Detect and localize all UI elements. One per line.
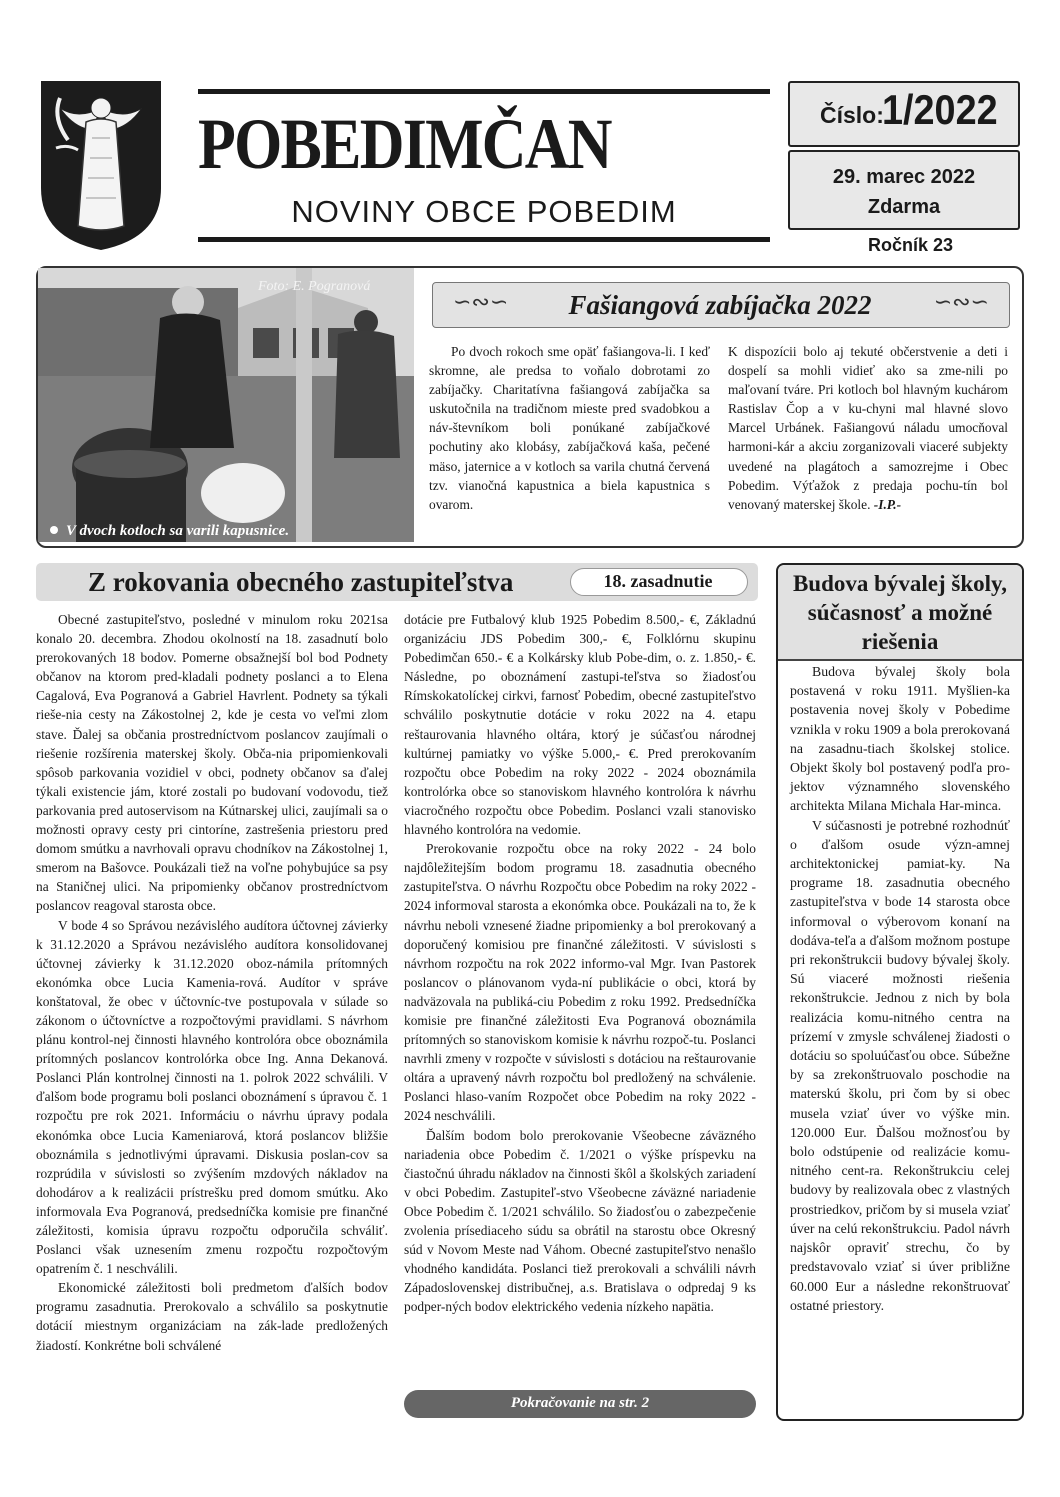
left-ornament-icon: ∽∾∽: [453, 289, 509, 314]
fasiangova-paragraph: Po dvoch rokoch sme opäť fašiangova-li. I keď skromne, ale predsa to voňalo dobrotami zo zabíjačky. Charitatívna fašiangová zabíjačka sa uskutočnila na tradičnom mieste pred svadobkou a náv-števníkom boli ponúkané zabíjačkové pochutiny ako klobásy, zabíjačková kaša, pečené mäso, jaternice a v kotloch sa varila chutná červená tzv. vianočná kapustnica a biela kapustnica s ovarom.: [429, 344, 710, 512]
zastupitelstvo-column-1: [36, 610, 388, 1355]
zastupitelstvo-title: Z rokovania obecného zastupiteľstva: [88, 567, 514, 597]
issue-number: 1/2022: [882, 86, 998, 133]
issue-date: 29. marec 2022: [832, 166, 976, 188]
issue-price: Zdarma: [867, 196, 941, 218]
article-paragraph: dotácie pre Futbalový klub 1925 Pobedim 8.500,- €, Základnú organizáciu JDS Pobedim 300,- €, Folklórnu skupinu Pobedimčan 650.- € a Kolkársky klub Pobe-dim, o. z. 1.850,- €. Následne, po oboznámení zastupi-teľstva so žiadosťou Rímskokatolíckej cirkvi, farnosť Pobedim, obecné zastupiteľstvo schválilo poskytnutie dotácie v roku 2022 na 4. etapu reštaurovania hlavného oltára, ktorý je súčasťou národnej kultúrnej pamiatky vo výške 5.000,- €. Pred prerokovaním rozpočtu obce Pobedim na roky 2022 - 2024 oboznámila kontrolórka obce so stanoviskom hlavného kontrolóra k návrhu viacročného rozpočtu obce Pobedim. Poslanci vzali stanovisko hlavného kontrolóra na vedomie.: [404, 612, 756, 838]
budova-paragraph: V súčasnosti je potrebné rozhodnúť o ďalšom osude význ-amnej architektonickej pamiat-ky. Na programe 18. zasadnutia obecného zastupiteľstva v bode 14 starosta obce informoval o výberovom konaní na dodáva-teľa a ďalšom možnom postupe pri rekonštrukcii budovy bývalej školy. Sú viaceré možnosti riešenia rekonštrukcie. Jednou z nich by bola realizácia komu-nitného centra na prízemí v zmysle schválenej žiadosti o dotáciu so spoluúčasťou obce. Súbežne by sa zrekonštruovalo poschodie na materskú školu, pri čom by si obec musela vziať úver vo výške min. 120.000 Eur. Ďalšou možnosťou by bolo odstúpenie od realizácie komu-nitného cent-ra. Rekonštrukciu celej budovy by realizovala obec z vlastných prostriedkov, pričom by si musela vziať úver na celú rekonštrukciu. Padol návrh najskôr opraviť strechu, čo by predstavovalo vziať si úver približne 60.000 Eur a následne rekonštruovať ostatné priestory.: [790, 817, 1010, 1313]
fasiangova-paragraph: K dispozícii bolo aj tekuté občerstvenie a deti i dospelí sa mohli vidieť ako sa zme-nili po maľovaní tváre. Pri kotloch bol hlavným kuchárom Rastislav Čop a v ku-chyni mal hlavné slovo Marcel Urbánek. Fašiangovú náladu umocňoval harmoni-kár a akciu zorganizovali viaceré subjekty uvedené na plagátoch a samozrejme i Obec Pobedim. Výťažok z predaja pochu-tín bol venovaný materskej škole. -I.P.-: [728, 344, 1008, 512]
article-paragraph: Ďalším bodom bolo prerokovanie Všeobecne záväzného nariadenia obce Pobedim č. 1/2021 o výške príspevku na čiastočnú úhradu nákladov na činnosti škôl a školských zariadení v obci Pobedim. Zastupiteľ-stvo Všeobecne záväzné nariadenie Obce Pobedim č. 1/2021 schválilo. So žiadosťou o zabezpečenie zvolenia prísediaceho súdu sa obrátil na starostu obce Okresný súd v Novom Meste nad Váhom. Obecné zastupiteľstvo nenašlo vhodného kandidáta. Poslanci tiež prerokovali a schválili návrh Západoslovenskej distribučnej, a.s. Bratislava o odpredaj 9 ks podper-ných bodov elektrického vedenia nízkeho napätia.: [404, 1127, 756, 1315]
photo-credit: Foto: E. Pogranová: [258, 279, 371, 294]
masthead-bottom-rule: [198, 237, 770, 242]
fasiangova-column-2: [728, 342, 1008, 514]
article-paragraph: V bode 4 so Správou nezávislého audítora účtovnej závierky k 31.12.2020 a Správou nezávislého audítora konsolidovanej účtovnej závierky k 31.12.2020 oboz-námila prítomných ekonómka obce Lucia Kamenia-rová. Audítor v správe konštatoval, že obec v účtovníc-tve postupovala v súlade so zákonom o účtovníctve a rozpočtovými pravidlami. S návrhom plánu kontrol-nej činnosti hlavného kontrolóra obce oboznámila prítomných poslancov kontrolórka obce Ing. Anna Dekanová. Poslanci Plán kontrolnej činnosti na 1. polrok 2022 schválili. V ďalšom bode programu boli poslanci oboznámení s úpravou č. 1 rozpočtu pre rok 2021. Informáciu o návrhu úpravy podala ekonómka obce Lucia Kameniarová, ktorá poslancov bližšie oboznámila s jednotlivými úpravami. Diskusia poslan-cov sa rozprúdila v súvislosti so zvýšením mzdových nákladov na dohodárov a k realizácii prístrešku pred domom smútku. Ako informovala Eva Pogranová, predsedníčka komisie pre finančné záležitosti, komisia úpravu rozpočtu odporučila schváliť. Poslanci však uznesením zmenu rozpočtu rozpočtovým opatrením č. 1 neschválili.: [36, 917, 388, 1277]
municipal-crest-logo: [38, 78, 164, 252]
feature-photo: [38, 268, 414, 542]
issue-label: Číslo:: [820, 102, 884, 128]
continued-link[interactable]: Pokračovanie na str. 2: [510, 1395, 650, 1411]
masthead-top-rule: [198, 89, 770, 94]
budova-title: Budova bývalej školy, súčasnosť a možné riešenia: [792, 571, 1008, 654]
issue-volume: Ročník 23: [868, 235, 954, 255]
session-badge-label: 18. zasadnutie: [603, 571, 713, 591]
photo-caption: V dvoch kotloch sa varili kapusnice.: [66, 523, 290, 539]
article-paragraph: Obecné zastupiteľstvo, posledné v minulom roku 2021sa konalo 20. decembra. Zhodou okolností na 18. zasadnutí bolo prerokovaných 18 bodov. Pomerne obsažnejší bol bod Podnety občanov na ktorom pred-kladali podnety poslanci a to Elena Cagalová, Eva Pogranová a Gabriel Havrlent. Podnety sa týkali rieše-nia cesty na Zákostolnej 2, kde je cesta vo veľmi zlom stave. Ďalej sa občania prostredníctvom poslancov zaujímali o riešenie rozšírenia materskej školy. Obča-nia pripomienkovali spôsob parkovania vozidiel v obci, podnety občanov sa ďalej týkali existencie jám, ktoré zostali po budovaní vodovodu, tiež parkovania pred autoservisom na Kútnarskej ulici, zaujímali sa o možnosti opravy cesty pri cintoríne, zastrešenia priestoru pred domom smútku a navrhovali opravu chodníkov na Zákostolnej 1, smerom na Bašovce. Poukázali tiež na voľne pohybujúce sa psy na Staničnej ulici. Na pripomienky občanov prostredníctvom poslancov reagoval starosta obce.: [36, 612, 388, 914]
newspaper-title: POBEDIMČAN: [198, 104, 611, 184]
newspaper-subtitle: NOVINY OBCE POBEDIM: [291, 194, 677, 229]
right-ornament-icon: ∽∾∽: [933, 289, 989, 314]
zastupitelstvo-column-2: [404, 610, 756, 1316]
article-paragraph: Ekonomické záležitosti boli predmetom ďalších bodov programu zasadnutia. Prerokovalo a schválilo sa poskytnutie dotácií miestnym organizáciam na zák-lade predložených žiadostí. Konkrétne boli schválené: [36, 1280, 388, 1353]
budova-body: [790, 662, 1010, 1315]
article-paragraph: Prerokovanie rozpočtu obce na roky 2022 - 24 bolo najdôležitejším bodom programu 18. zasadnutia obecného zastupiteľstva. O návrhu Rozpočtu obce Pobedim na roky 2022 - 2024 informoval starosta a ekonómka obce. Poukázali na to, že k návrhu neboli vznesené žiadne pripomienky a bol prerokovaný a doporučený komisiou pre finančné záležitosti. V súvislosti s návrhom rozpočtu na rok 2022 informo-val Mgr. Ivan Pastorek poslancov o plánovanom vyda-ní publikácie o obci, ktorá by nadväzovala na publiká-ciu Pobedim z roku 1992. Predsedníčka komisie pre finančné záležitosti Eva Pogranová oboznámila prítomných so stanoviskom komisie k návrhu rozpoč-tu. Poslanci navrhli zmeny v rozpočte v súvislosti s dotáciou na reštaurovanie oltára a upravený návrh rozpočtu bol predložený na schválenie. Poslanci hlaso-vaním Rozpočet obce Pobedim na roky 2022 - 2024 neschválili.: [404, 841, 756, 1124]
article-signature: -I.P.-: [873, 496, 902, 512]
fasiangova-title: Fašiangová zabíjačka 2022: [568, 290, 872, 320]
fasiangova-column-1: [429, 342, 710, 514]
budova-paragraph: Budova bývalej školy bola postavená v roku 1911. Myšlien-ka postavenia novej školy v Pobedime vznikla v roku 1909 a bola prerokovaná na zasadnu-tiach školskej stolice. Objekt školy bol postavený podľa pro-jektov významného slovenského architekta Milana Michala Har-minca.: [790, 664, 1010, 814]
